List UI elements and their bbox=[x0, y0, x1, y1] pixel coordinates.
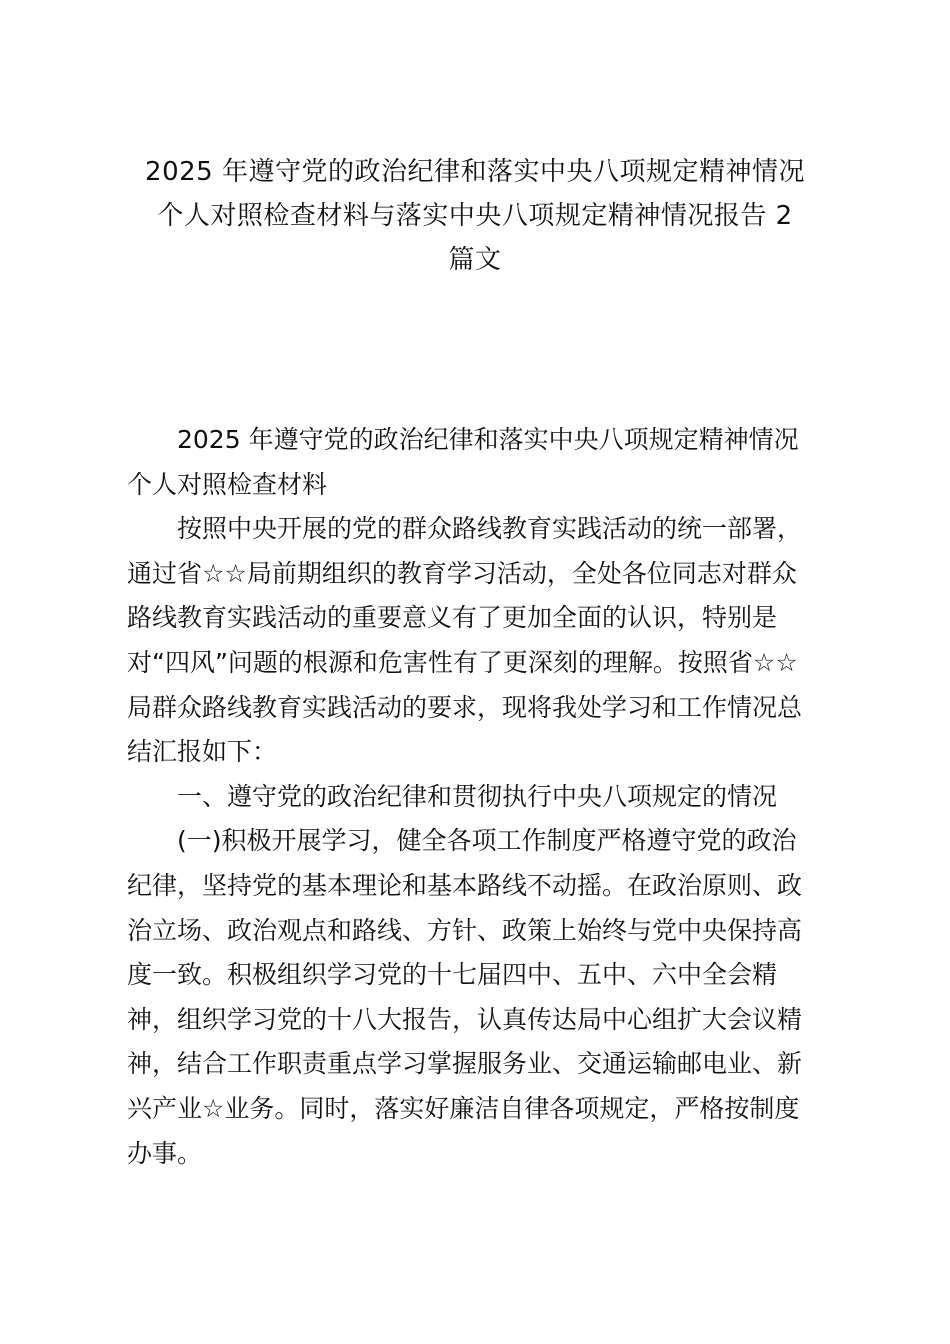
paragraph-line: 办事。 bbox=[127, 1138, 203, 1168]
subtitle-line: 2025 年遵守党的政治纪律和落实中央八项规定精神情况 bbox=[177, 425, 799, 454]
document-body bbox=[127, 418, 827, 1176]
title-line: 篇文 bbox=[448, 245, 502, 275]
paragraph-line: 局群众路线教育实践活动的要求，现将我处学习和工作情况总 bbox=[127, 692, 803, 722]
paragraph-line: 治立场、政治观点和路线、方针、政策上始终与党中央保持高 bbox=[127, 915, 803, 945]
intro-paragraph bbox=[127, 507, 827, 775]
section-subtitle bbox=[127, 418, 827, 507]
paragraph-line: 对“四风”问题的根源和危害性有了更深刻的理解。按照省☆☆ bbox=[127, 647, 798, 677]
paragraph-line: 通过省☆☆局前期组织的教育学习活动，全处各位同志对群众 bbox=[127, 558, 797, 588]
document-title bbox=[120, 150, 830, 282]
title-line: 2025 年遵守党的政治纪律和落实中央八项规定精神情况 bbox=[145, 157, 805, 187]
paragraph-line: 神，结合工作职责重点学习掌握服务业、交通运输邮电业、新 bbox=[127, 1049, 803, 1079]
paragraph-line: 兴产业☆业务。同时，落实好廉洁自律各项规定，严格按制度 bbox=[127, 1093, 800, 1123]
title-line: 个人对照检查材料与落实中央八项规定精神情况报告 2 bbox=[157, 201, 793, 231]
paragraph-line: 结汇报如下： bbox=[127, 737, 278, 767]
heading-text: 一、遵守党的政治纪律和贯彻执行中央八项规定的情况 bbox=[177, 781, 778, 811]
paragraph-line: 神，组织学习党的十八大报告，认真传达局中心组扩大会议精 bbox=[127, 1004, 803, 1034]
subtitle-line: 个人对照检查材料 bbox=[127, 469, 328, 499]
paragraph-line: (一)积极开展学习，健全各项工作制度严格遵守党的政治 bbox=[177, 826, 797, 856]
section-heading bbox=[127, 775, 827, 820]
paragraph-line: 按照中央开展的党的群众路线教育实践活动的统一部署， bbox=[177, 514, 803, 544]
section-paragraph bbox=[127, 819, 827, 1176]
paragraph-line: 路线教育实践活动的重要意义有了更加全面的认识，特别是 bbox=[127, 603, 778, 633]
paragraph-line: 度一致。积极组织学习党的十七届四中、五中、六中全会精 bbox=[127, 960, 778, 990]
paragraph-line: 纪律，坚持党的基本理论和基本路线不动摇。在政治原则、政 bbox=[127, 870, 803, 900]
